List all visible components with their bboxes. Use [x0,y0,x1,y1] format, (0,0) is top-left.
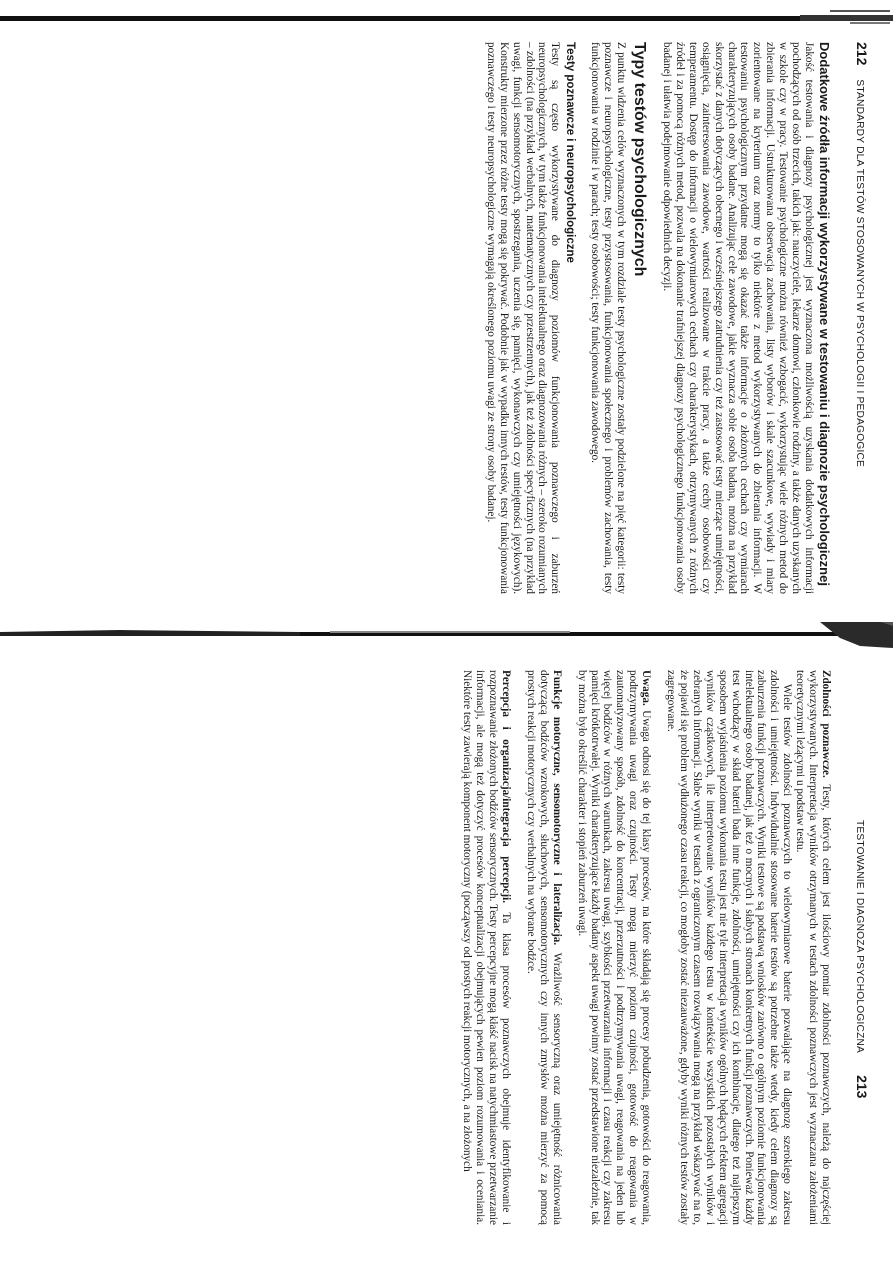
running-head: TESTOWANIE I DIAGNOZA PSYCHOLOGICZNA [854,820,865,1054]
scan-edge-bar-top [0,8,893,30]
paragraph: Jakość testowania i diagnozy psychologicznej jest wyznaczona możliwością uzyskania dodatkowych informacji pochodzących od osób trzecich, takich jak: nauczyciele, lekarze domowi, członkowie rodziny, a także danych uzyskanych w szkole czy w pracy. Testowanie psychologiczne można również wzbogacić, wykorzystując wiele różnych metod do zbierania informacji. Ustrukturowana obserwacja zachowania, listy wyborów i skale szacunkowe, wywiady i miary zorientowane na kryterium oraz normy to tylko niektóre z metod wykorzystywanych do zbierania informacji. W testowaniu psychologicznym przydatne mogą się okazać także informacje o złożonych cechach czy wymiarach charakteryzujących osoby badane. Analizując cele zawodowe, jakie wyznacza sobie osoba badana, można na przykład skorzystać z danych dotyczących obecnego i wcześniejszego zatrudnienia czy też zastosować testy mierzące umiejętności, osiągnięcia, zainteresowania zawodowe, wartości realizowane w trakcie pracy, a także cechy osobowości czy temperamentu. Dostęp do informacji o wielowymiarowych cechach czy charakterystykach, otrzymywanych z różnych źródeł i za pomocą różnych metod, pozwala na dokonanie trafniejszej diagnozy psychologicznego funkcjonowania osoby badanej i ułatwia podejmowanie odpowiednich decyzji. [661,42,815,594]
paragraph-lead: Uwaga. [640,670,653,706]
paragraph [524,670,563,1225]
paragraph [575,670,652,1225]
right-page-body [32,670,832,1225]
paragraph: Testy są często wykorzystywane do diagnozy poziomów funkcjonowania poznawczego i zaburzeń neuropsychologicznych, w tym także funkcjonowania intelektualnego oraz diagnozowania różnych – szeroko rozumianych – zdolności (na przykład werbalnych, matematycznych czy przestrzennych), jak też zdolności specyficznych (na przykład uwagi, funkcji sensomotorycznych, spostrzegania, uczenia się, pamięci, wykonawczych czy umiejętności językowych). Konstrukty mierzone przez różne testy mogą się pokrywać. Podobnie jak w wypadku innych testów, testy funkcjonowania poznawczego i testy neuropsychologiczne wymagają określonego poziomu uwagi ze strony osoby badanej. [484,42,562,594]
running-head: STANDARDY DLA TESTÓW STOSOWANYCH W PSYCHOLOGII I PEDAGOGICE [854,79,865,468]
paragraph [793,670,832,1225]
paragraph-text: Ta klasa procesów poznawczych obejmuje identyfikowanie i rozpoznawanie złożonych bodźców sensorycznych. Testy percepcyjne mogą kłaść nacisk na natychmiastowe przetwarzanie informacji, ale mogą też dotyczyć procesów konceptualizacji obejmujących pewien poziom rozumowania i oceniania. Niektóre testy zawierają komponent motoryczny (począwszy od prostych reakcji motorycznych, a na złożonych [461,670,513,1225]
paragraph [460,670,512,1225]
left-page-body [32,42,832,594]
left-page-header [846,42,870,602]
section-heading: Dodatkowe źródła informacji wykorzystywane w testowaniu i diagnozie psychologicznej [817,42,832,586]
chapter-heading: Typy testów psychologicznych [631,42,649,277]
paragraph-text: Testy, których celem jest ilościowy pomiar zdolności poznawczych, należą do najczęściej wykorzystywanych. Interpretacja wyników otrzymanych w testach zdolności poznawczych jest wyznaczana założeniami teoretycznymi leżącymi u podstaw testu. [794,670,832,1226]
page-number: 213 [854,1075,870,1099]
right-page-header [846,670,870,1230]
paragraph-text: Wrażliwość sensoryczną oraz umiejętność różnicowania dotyczącą bodźców wzrokowych, słuchowych, sensomotorycznych czy innych zmysłów można mierzyć za pomocą prostych reakcji motorycznych czy werbalnych na wybrane bodźce. [524,670,563,1225]
paragraph-lead: Percepcja i organizacja/integracja percepcji. [500,670,513,904]
paragraph: Wiele testów zdolności poznawczych to wielowymiarowe baterie pozwalające na diagnozę szerokiego zakresu zdolności i umiejętności. Indywidualnie stosowane baterie testów są potrzebne także wtedy, kiedy celem diagnozy są zaburzenia funkcji poznawczych. Wyniki testowe są podstawą wniosków zarówno o ogólnym poziomie funkcjonowania intelektualnego osoby badanej, jak też o mocnych i słabych stronach konkretnych funkcji poznawczych. Ponieważ każdy test wchodzący w skład baterii bada inne funkcje, zdolności, umiejętności czy ich kombinacje, dlatego też najlepszym sposobem wyjaśnienia poziomu wykonania testu jest nie tyle interpretacja wyników ogólnych będących efektem agregacji wyników cząstkowych, ile interpretowanie wyników każdego testu w kontekście wszystkich pozostałych wyników i zebranych informacji. Słabe wyniki w testach z ograniczonym czasem rozwiązywania mogą na przykład wskazywać na to, że pojawił się problem wydłużonego czasu reakcji, co mogłoby zostać niezauważone, gdyby wyniki różnych testów zostały zagregowane. [665,670,794,1225]
page-number: 212 [854,42,870,66]
paragraph-text: Uwaga odnosi się do tej klasy procesów, na które składają się procesy pobudzenia, gotowości do reagowania, podtrzymywania uwagi oraz czujności. Testy mogą mierzyć poziom czujności, gotowość do reagowania w zautomatyzowany sposób, zdolność do koncentracji, przerzutności i podtrzymywania uwagi, reagowania na jeden lub więcej bodźców w różnych warunkach, zakresu uwagi, szybkości przetwarzania informacji i czasu reakcji czy zakresu pamięci krótkotrwałej. Wyniki charakteryzujące każdy badany aspekt uwagi powinny zostać przedstawione niezależnie, tak by można było określić charakter i stopień zaburzeń uwagi. [575,670,653,1225]
page-fold-bar [0,622,893,650]
paragraph: Z punktu widzenia celów wyznaczonych w tym rozdziale testy psychologiczne zostały podzielone na pięć kategorii: testy poznawcze i neuropsychologiczne, testy przystosowania, funkcjonowania społecznego i problemów zachowania, testy funkcjonowania w rodzinie i w parach; testy osobowości; testy funkcjonowania zawodowego. [589,42,628,594]
paragraph-lead: Zdolności poznawcze. [820,670,832,778]
paragraph-lead: Funkcje motoryczne, sensomotoryczne i lateralizacja. [550,670,563,946]
subsection-heading: Testy poznawcze i neuropsychologiczne [564,42,577,263]
